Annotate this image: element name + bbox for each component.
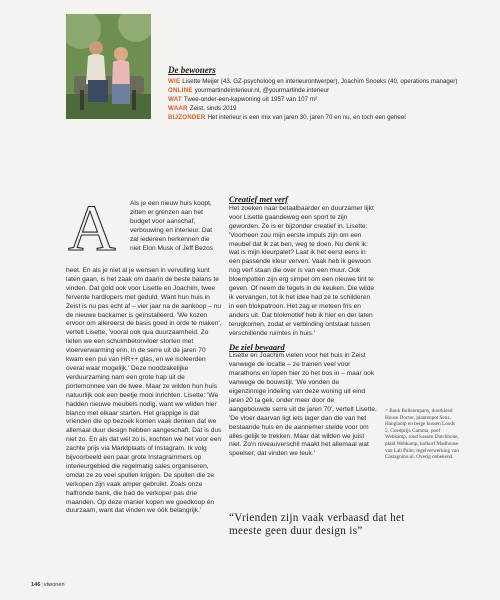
couple-photo xyxy=(66,14,151,119)
drop-cap-letter: A xyxy=(68,198,116,254)
column-left xyxy=(66,267,222,516)
residents-row-what xyxy=(168,95,468,104)
photo-caption: > Bank Bolleompany, doorkleed House Doctor, plantenpot Senz. Hanglamp en beige kussen Loods 5, Goedprijs Gamma, poef Webkamp, rond kussen Dutchbone, plaid Webkamp, kolkorf Madhouse van Lab Paint, tegelverwerking van Castagnino.nl. Overig onbekend. xyxy=(385,408,459,461)
label-who: WIE xyxy=(168,78,181,85)
residents-row-special xyxy=(168,113,468,122)
section-text-creative: Het zoeken naar betaalbaarder en duurzamer lijkt voor Lisette gaandeweg een sport te zijn geworden. Ze is er bijzonder creatief in. Lisette: 'Voorheen zou mijn eerste impuls zijn om een meubel dat ik zat ben, weg te doen. Nu denk ik: wat is mijn kleurpalet? Laat ik het eerst eens in een passende kleur verven. Vaak heb ik gewoon nog verf staan die over is van een muur. Ook bloempotten zijn erg simpel om een nieuwe tint te geven. Of neem de tegels in de keuken. Die wilde ik vervangen, tot ik het idee had ze te schilderen in een blokpatroon. Het zag er meteen fris en anders uit. Dat blokmotief heb ik hier en der laten terugkomen, zodat er verbinding ontstaat tussen verschillende ruimtes in huis.' xyxy=(229,204,375,337)
value-who: Lisette Meijer (43, GZ-psycholoog en interieurontwerper), Joachim Snoeks (40, operations manager) xyxy=(182,78,458,85)
section-text-soul: Lisette en Joachim vielen voor het huis in Zeist vanwege de locatie – ze trainen veel voor marathons en lopen hier zo het bos in – maar ook vanwege de bouwstijl. 'We vonden de eigenzinnige indeling van deze woning uit eind jaren 20 ta gek, onder meer door de aangebouwde serre uit de jaren 70', vertelt Lisette. 'De vloer daarvan ligt iets lager dan die van het bestaande huis en de aannemer stelde voor om alles gelijk te trekken. Maar dat wilden we juist niet. Zo'n niveauverschil maakt het allemaal wat speelser, dat vinden we leuk.' xyxy=(229,352,377,458)
value-online: yourmartindeinterieur.nl, @yourmartinde.interieur xyxy=(194,87,330,94)
page-number: 146 xyxy=(31,582,41,588)
value-special: Het interieur is een mix van jaren 30, jaren 70 en nu, en toch een geheel xyxy=(207,114,406,121)
pull-quote: “Vrienden zijn vaak verbaasd dat het meeste geen duur design is” xyxy=(229,512,405,537)
intro-text xyxy=(130,200,220,253)
residents-row-where xyxy=(168,104,468,113)
label-online: ONLINE xyxy=(168,87,193,94)
page-footer xyxy=(31,582,65,588)
drop-cap xyxy=(66,198,118,254)
column-right xyxy=(229,195,377,459)
magazine-name: vtwonen xyxy=(43,582,65,588)
value-where: Zeist, sinds 2019 xyxy=(189,105,237,112)
residents-row-online xyxy=(168,86,468,95)
label-where: WAAR xyxy=(168,105,188,112)
residents-row-who xyxy=(168,77,468,86)
label-special: BIJZONDER xyxy=(168,114,206,121)
section-heading-creative: Creatief met verf xyxy=(229,194,289,204)
section-heading-soul: De ziel bewaard xyxy=(229,341,285,352)
residents-heading: De bewoners xyxy=(168,65,216,75)
left-body-paragraph: heet. En als je niet al je wensen in vervulling kunt laten gaan, is het zaak om daarin de beste balans te vinden. Dat gold ook voor Lisette en Joachim, twee fervente hardlopers met geduld. Want hun huis in Zeist is nu pas echt af – vier jaar na de aankoop – nu de nieuwe backamer is geïnstalleerd. 'We kozen ervoor om allereerst de basis goed in orde te maken', vertelt Lisette, 'vooral ook qua duurzaamheid. Zo lieten we een schuimbetonvloer storten met vloerverwarming erin, in de serre uit de jaren 70 kwam een pui van HR++ glas, en we isoleerden overal waar mogelijk.' Deze noodzakelijke verduurzaming nam een grote hap uit de portemonnee van de twee. Maar ze wilden hun huis natuurlijk ook een beetje mooi inrichten. Lisette: 'We hadden nieuwe meubels nodig, want we wilden hier blanco met elkaar starten. Het grappige is dat vrienden die op bezoek komen vaak denken dat we allemaal duur design hebben aangeschaft. Dat is dus niet zo. En als dat wél zo is, kochten we het voor een zachte prijs via Marktplaats of Instagram. Ik volg bijvoorbeeld een paar grote Instagrammers op interieurgebied die regelmatig sales organiseren, omdat ze zo veel spullen krijgen. De spullen die ze verkopen zijn vaak amper gebruikt. Zoals onze halfronde bank, die had de verkoper pas drie maanden. Op deze manier kopen we goedkoop én duurzaam, want dat vinden we óók belangrijk.' xyxy=(66,267,222,515)
label-what: WAT xyxy=(168,96,182,103)
residents-box xyxy=(168,66,468,122)
value-what: Twee-onder-een-kapwoning uit 1957 van 107 m² xyxy=(183,96,318,103)
footer-separator: | xyxy=(41,582,43,588)
intro-paragraph: Als je een nieuw huis koopt, zitten er grenzen aan het budget voor aanschaf, verbouwing en interieur. Dat zal iedereen herkennen die niet Elon Musk of Jeff Bezos xyxy=(130,200,214,252)
